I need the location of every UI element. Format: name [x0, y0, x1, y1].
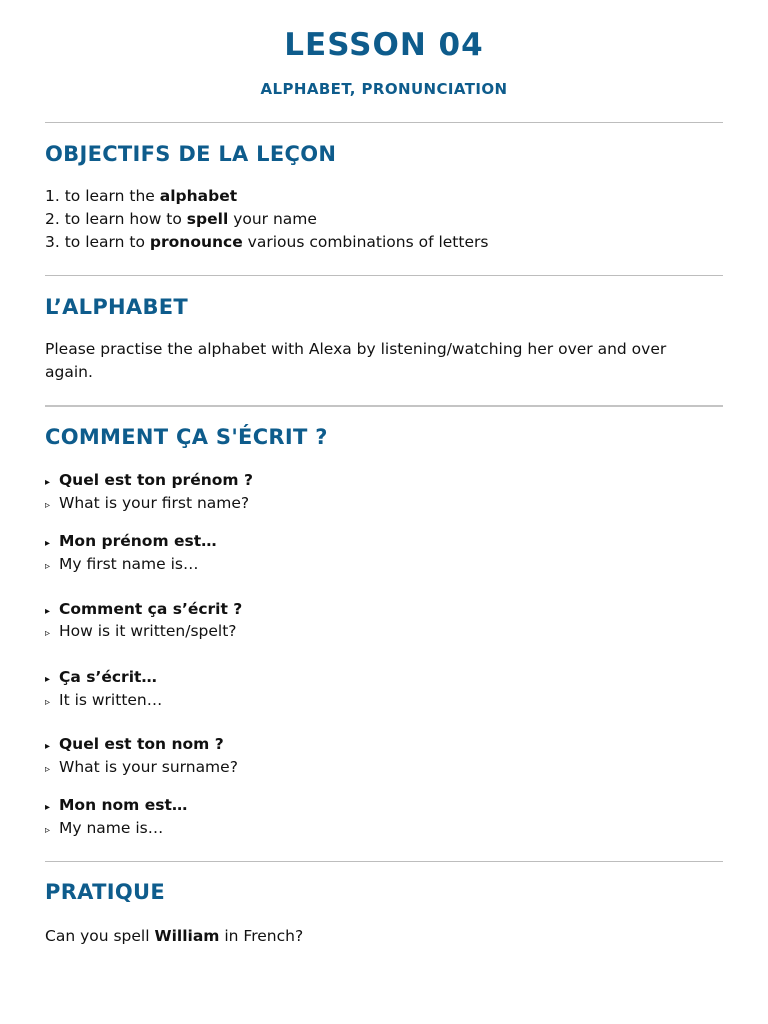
answer-text: It is written…	[59, 691, 163, 709]
objective-item-2	[45, 208, 317, 231]
objectives-heading: OBJECTIFS DE LA LEÇON	[45, 142, 337, 166]
question-text: Mon nom est…	[59, 796, 188, 814]
answer-en	[45, 817, 163, 842]
bullet-filled-icon: ▸	[45, 802, 51, 813]
objective-item-1	[45, 185, 237, 208]
answer-text: What is your first name?	[59, 494, 250, 512]
spelling-heading: COMMENT ÇA S'ÉCRIT ?	[45, 425, 328, 449]
question-text: Ça s’écrit…	[59, 668, 157, 686]
answer-en	[45, 689, 162, 714]
objective-text: various combinations of letters	[242, 233, 489, 251]
alphabet-text: Please practise the alphabet with Alexa by listening/watching her over and over again.	[45, 340, 667, 381]
question-text: Mon prénom est…	[59, 532, 217, 550]
question-fr	[45, 469, 253, 494]
bullet-filled-icon: ▸	[45, 741, 51, 752]
divider	[45, 405, 723, 407]
answer-en	[45, 756, 238, 781]
question-fr	[45, 794, 187, 819]
objective-text: 2. to learn how to	[45, 210, 187, 228]
bullet-outline-icon: ▹	[45, 561, 51, 572]
practice-text: in French?	[219, 927, 304, 945]
answer-en	[45, 553, 198, 578]
question-text: Quel est ton prénom ?	[59, 471, 253, 489]
bullet-filled-icon: ▸	[45, 606, 51, 617]
answer-en	[45, 620, 237, 645]
objective-text: 1. to learn the	[45, 187, 160, 205]
practice-keyword: William	[154, 927, 220, 945]
answer-text: My name is…	[59, 819, 164, 837]
divider	[45, 122, 723, 123]
objective-text: 3. to learn to	[45, 233, 150, 251]
question-fr	[45, 530, 217, 555]
practice-text: Can you spell	[45, 927, 155, 945]
objective-keyword: spell	[186, 210, 229, 228]
bullet-filled-icon: ▸	[45, 674, 51, 685]
lesson-subtitle: ALPHABET, PRONUNCIATION	[260, 80, 508, 98]
bullet-filled-icon: ▸	[45, 477, 51, 488]
question-fr	[45, 666, 157, 691]
divider	[45, 861, 723, 862]
lesson-title: LESSON 04	[284, 27, 484, 63]
objective-keyword: alphabet	[159, 187, 238, 205]
bullet-filled-icon: ▸	[45, 538, 51, 549]
objective-text: your name	[228, 210, 317, 228]
bullet-outline-icon: ▹	[45, 628, 51, 639]
bullet-outline-icon: ▹	[45, 697, 51, 708]
bullet-outline-icon: ▹	[45, 500, 51, 511]
bullet-outline-icon: ▹	[45, 825, 51, 836]
objective-keyword: pronounce	[149, 233, 243, 251]
bullet-outline-icon: ▹	[45, 764, 51, 775]
answer-text: My first name is…	[59, 555, 199, 573]
answer-en	[45, 492, 249, 517]
answer-text: What is your surname?	[59, 758, 238, 776]
alphabet-heading: L’ALPHABET	[45, 295, 189, 319]
objective-item-3	[45, 231, 488, 254]
question-text: Comment ça s’écrit ?	[59, 600, 243, 618]
question-fr	[45, 733, 224, 758]
divider	[45, 275, 723, 276]
practice-heading: PRATIQUE	[45, 880, 165, 904]
practice-question	[45, 925, 303, 948]
question-text: Quel est ton nom ?	[59, 735, 224, 753]
answer-text: How is it written/spelt?	[59, 622, 237, 640]
